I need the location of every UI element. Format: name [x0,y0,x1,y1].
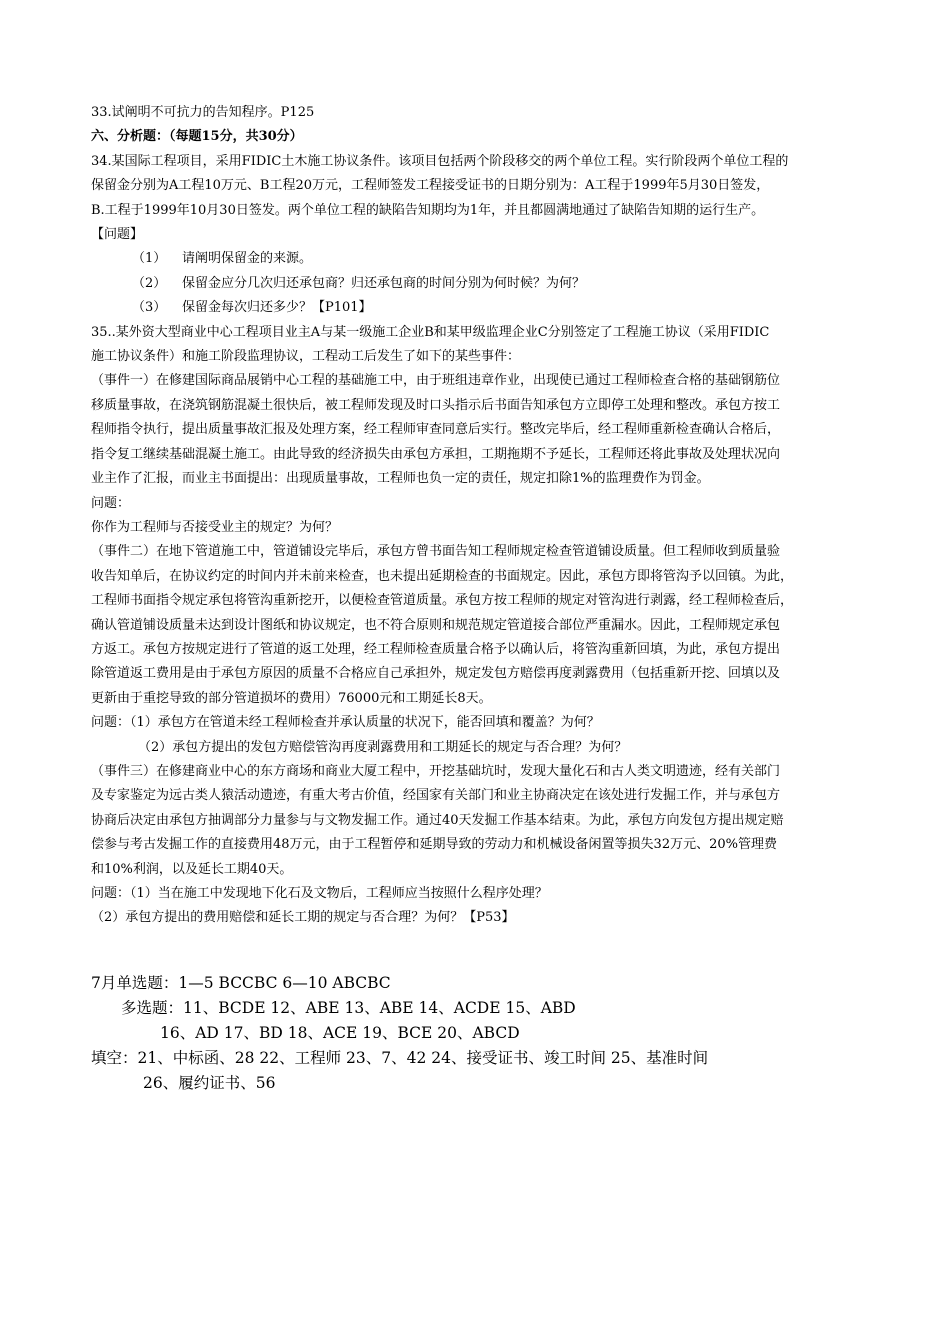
answer-fill-blank-cont: 26、履约证书、56 [143,1074,276,1092]
answer-key-section [91,971,871,1096]
event-2-question-1: 问题：（1）承包方在管道未经工程师检查并承认质量的状况下，能否回填和覆盖？为何？ [91,715,600,731]
question-34-item: （1） 请阐明保留金的来源。 [132,251,313,267]
answer-multi-choice-cont: 16、AD 17、BD 18、ACE 19、BCE 20、ABCD [160,1024,520,1042]
event-2-line: 收告知单后，在协议约定的时间内并未前来检查，也未提出延期检查的书面规定。因此，承包方即将管沟予以回镇。为此， [91,568,794,584]
question-34-line: B.工程于1999年10月30日签发。两个单位工程的缺陷告知期均为1年，并且都圆满地通过了缺陷告知期的运行生产。 [91,202,765,218]
event-1-line: （事件一）在修建国际商品展销中心工程的基础施工中，由于班组违章作业，出现使已通过工程师检查合格的基础钢筋位 [91,373,781,389]
event-1-line: 指令复工继续基础混凝土施工。由此导致的经济损失由承包方承担，工期拖期不予延长，工程师还将此事故及处理状况向 [91,446,781,462]
section-heading-analysis: 六、分析题：（每题15分，共30分） [91,129,303,145]
question-34-header: 【问题】 [91,227,144,243]
questions-section [91,101,871,931]
event-2-line: 更新由于重挖导致的部分管道损坏的费用）76000元和工期延长8天。 [91,690,492,706]
question-34-item: （3） 保留金每次归还多少？【P101】 [132,300,372,316]
question-35-intro: 施工协议条件）和施工阶段监理协议，工程动工后发生了如下的某些事件： [91,349,521,365]
event-1-line: 移质量事故，在浇筑钢筋混凝土很快后，被工程师发现及时口头指示后书面告知承包方立即停工处理和整改。承包方按工 [91,397,781,413]
event-2-question-2: （2）承包方提出的发包方赔偿管沟再度剥露费用和工期延长的规定与否合理？为何？ [138,739,628,755]
question-33: 33.试阐明不可抗力的告知程序。P125 [91,105,315,120]
event-3-line: 协商后决定由承包方抽调部分力量参与与文物发掘工作。通过40天发掘工作基本结束。为此，承包方向发包方提出规定赔 [91,812,784,828]
event-3-question-2: （2）承包方提出的费用赔偿和延长工期的规定与否合理？为何？【P53】 [91,910,515,926]
event-2-line: （事件二）在地下管道施工中，管道铺设完毕后，承包方曾书面告知工程师规定检查管道铺设质量。但工程师收到质量验 [91,544,781,560]
event-3-line: （事件三）在修建商业中心的东方商场和商业大厦工程中，开挖基础坑时，发现大量化石和古人类文明遗迹，经有关部门 [91,763,781,779]
event-2-line: 除管道返工费用是由于承包方原因的质量不合格应自己承担外，规定发包方赔偿再度剥露费用（包括重新开挖、回填以及 [91,666,781,682]
event-1-line: 业主作了汇报，而业主书面提出：出现质量事故，工程师也负一定的责任，规定扣除1%的监理费作为罚金。 [91,471,710,487]
event-3-question-1: 问题：（1）当在施工中发现地下化石及文物后，工程师应当按照什么程序处理？ [91,886,548,901]
event-2-line: 工程师书面指令规定承包将管沟重新挖开，以便检查管道质量。承包方按工程师的规定对管沟进行剥露，经工程师检查后， [91,593,794,609]
question-35-intro: 35..某外资大型商业中心工程项目业主A与某一级施工企业B和某甲级监理企业C分别签定了工程施工协议（采用FIDIC [91,324,770,340]
question-34-item: （2） 保留金应分几次归还承包商？归还承包商的时间分别为何时候？为何？ [132,275,586,291]
event-3-line: 偿参与考古发掘工作的直接费用48万元，由于工程暂停和延期导致的劳动力和机械设备闲置等损失32万元、20%管理费 [91,837,777,853]
question-34-line: 34.某国际工程项目，采用FIDIC土木施工协议条件。该项目包括两个阶段移交的两个单位工程。实行阶段两个单位工程的 [91,153,789,169]
answer-multi-choice: 多选题：11、BCDE 12、ABE 13、ABE 14、ACDE 15、ABD [121,999,576,1017]
question-34-line: 保留金分别为A工程10万元、B工程20万元，工程师签发工程接受证书的日期分别为：A工程于1999年5月30日签发， [91,178,770,194]
event-2-line: 确认管道铺设质量未达到设计图纸和协议规定，也不符合原则和规范规定管道接合部位严重漏水。因此，工程师规定承包 [91,617,781,633]
event-2-line: 方返工。承包方按规定进行了管道的返工处理，经工程师检查质量合格予以确认后，将管沟重新回填，为此，承包方提出 [91,641,781,657]
event-1-question-label: 问题： [91,495,131,511]
event-1-line: 程师指令执行，提出质量事故汇报及处理方案，经工程师审查同意后实行。整改完毕后，经工程师重新检查确认合格后， [91,422,781,438]
answer-fill-blank: 填空：21、中标函、28 22、工程师 23、7、42 24、接受证书、竣工时间 25、基准时间 [91,1049,709,1067]
event-3-line: 和10%利润，以及延长工期40天。 [91,861,293,877]
event-3-line: 及专家鉴定为远古类人猿活动遗迹，有重大考古价值，经国家有关部门和业主协商决定在该处进行发掘工作，并与承包方 [91,788,781,804]
event-1-question: 你作为工程师与否接受业主的规定？为何？ [91,519,339,535]
answer-single-choice: 7月单选题：1—5 BCCBC 6—10 ABCBC [91,974,391,992]
